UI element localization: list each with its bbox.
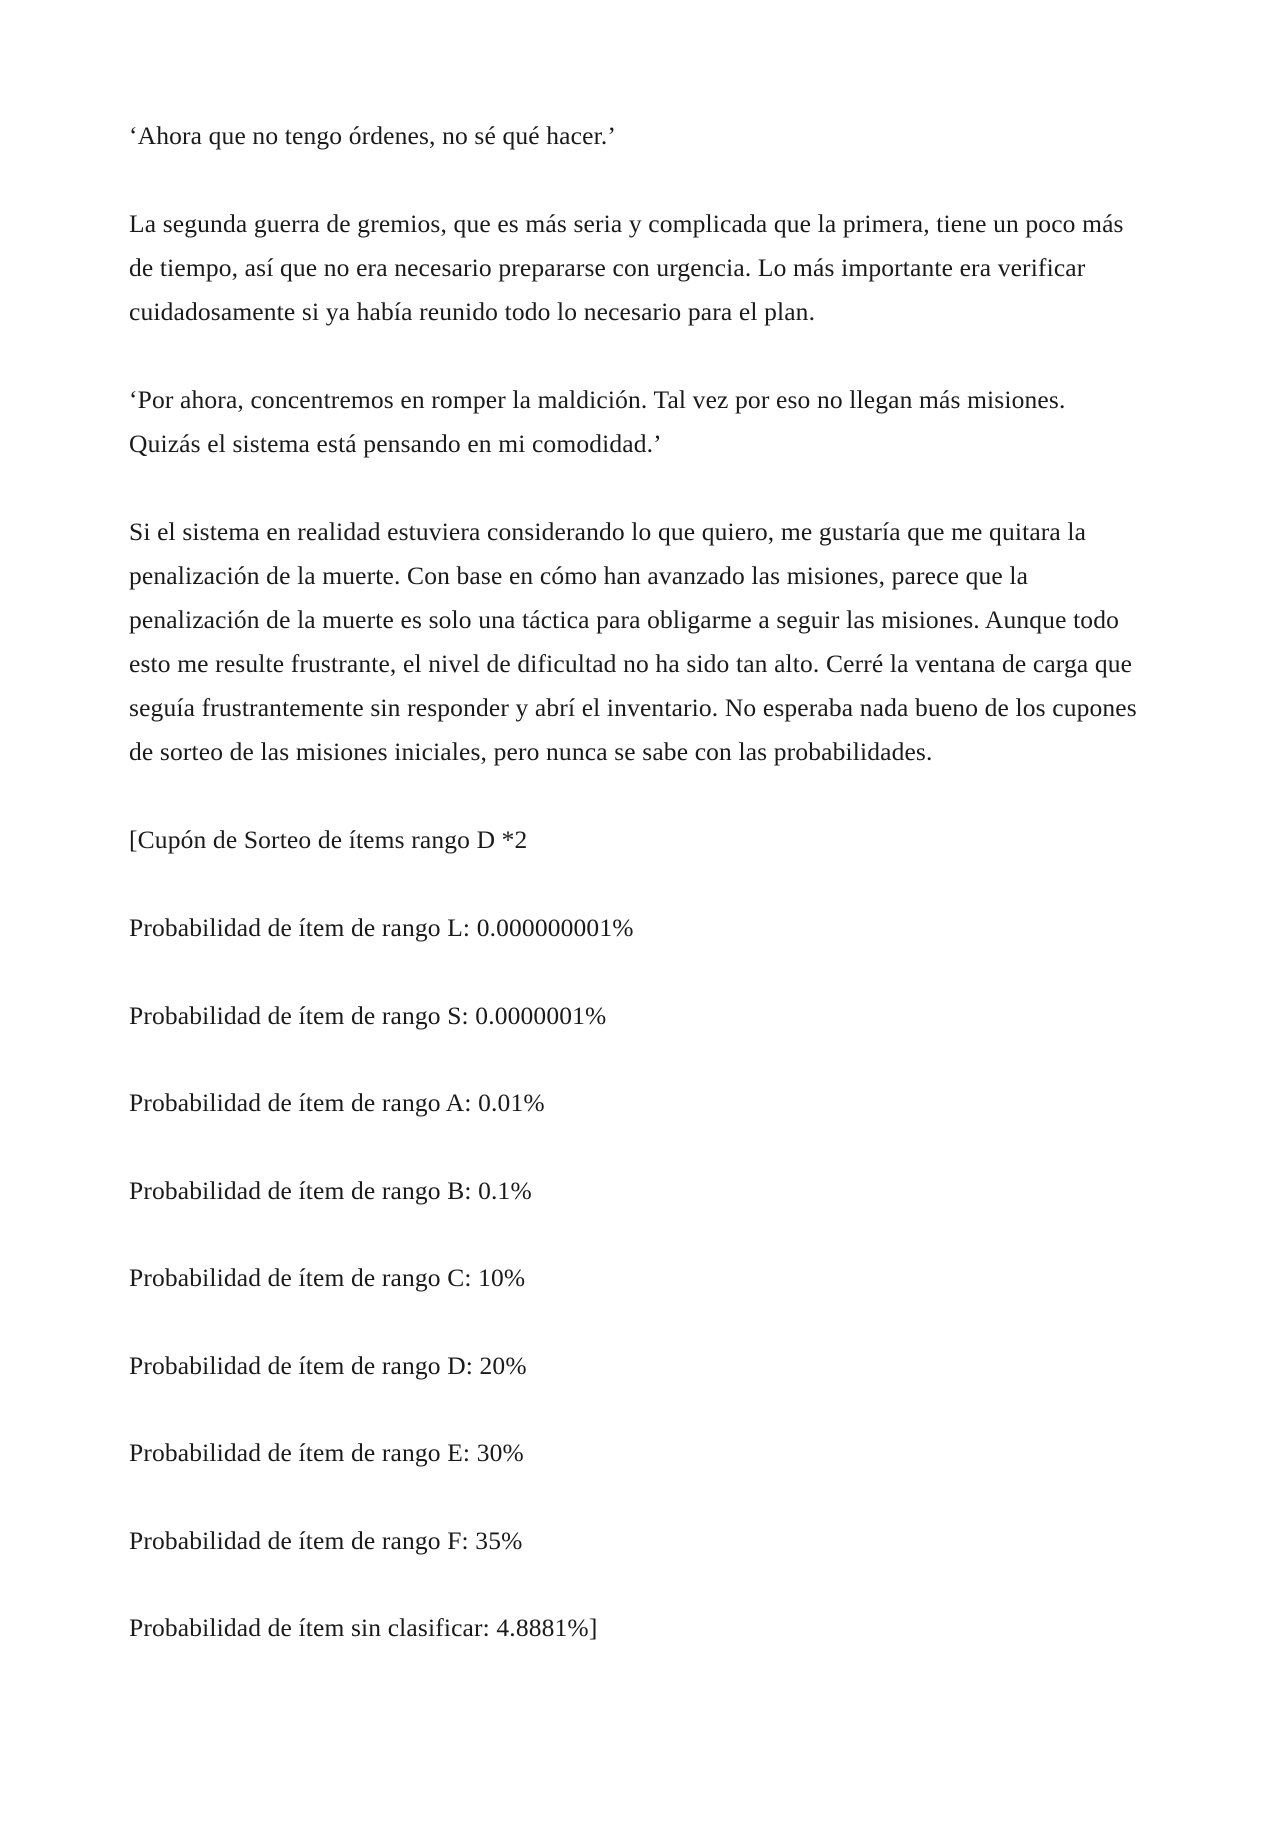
- probability-rank-d: Probabilidad de ítem de rango D: 20%: [129, 1350, 527, 1380]
- paragraph-guild-war: La segunda guerra de gremios, que es más seria y complicada que la primera, tiene un poco más de tiempo, así que no era necesario prepararse con urgencia. Lo más importante era verificar cuidadosamente si ya había reunido todo lo necesario para el plan.: [129, 209, 1124, 326]
- probability-list: [129, 906, 1139, 1650]
- probability-rank-s: Probabilidad de ítem de rango S: 0.0000001%: [129, 1000, 607, 1030]
- probability-rank-a: Probabilidad de ítem de rango A: 0.01%: [129, 1088, 545, 1117]
- paragraph-system-penalty: Si el sistema en realidad estuviera considerando lo que quiero, me gustaría que me quitara la penalización de la muerte. Con base en cómo han avanzado las misiones, parece que la penalización de la muerte es solo una táctica para obligarme a seguir las misiones. Aunque todo esto me resulte frustrante, el nivel de dificultad no ha sido tan alto. Cerré la ventana de carga que seguía frustrantemente sin responder y abrí el inventario. No esperaba nada bueno de los cupones de sorteo de las misiones iniciales, pero nunca se sabe con las probabilidades.: [129, 517, 1137, 766]
- probability-unclassified: Probabilidad de ítem sin clasificar: 4.8881%]: [129, 1613, 598, 1642]
- probability-rank-f: Probabilidad de ítem de rango F: 35%: [129, 1525, 523, 1555]
- paragraph-thought-orders: ‘Ahora que no tengo órdenes, no sé qué hacer.’: [129, 121, 616, 150]
- paragraph-thought-curse: ‘Por ahora, concentremos en romper la maldición. Tal vez por eso no llegan más misiones. Quizás el sistema está pensando en mi comodidad.’: [129, 385, 1066, 458]
- probability-rank-c: Probabilidad de ítem de rango C: 10%: [129, 1263, 526, 1292]
- probability-rank-b: Probabilidad de ítem de rango B: 0.1%: [129, 1175, 532, 1205]
- probability-rank-e: Probabilidad de ítem de rango E: 30%: [129, 1438, 524, 1467]
- coupon-header: [Cupón de Sorteo de ítems rango D *2: [129, 825, 528, 854]
- probability-rank-l: Probabilidad de ítem de rango L: 0.000000001%: [129, 913, 634, 942]
- document-page: [129, 114, 1139, 1694]
